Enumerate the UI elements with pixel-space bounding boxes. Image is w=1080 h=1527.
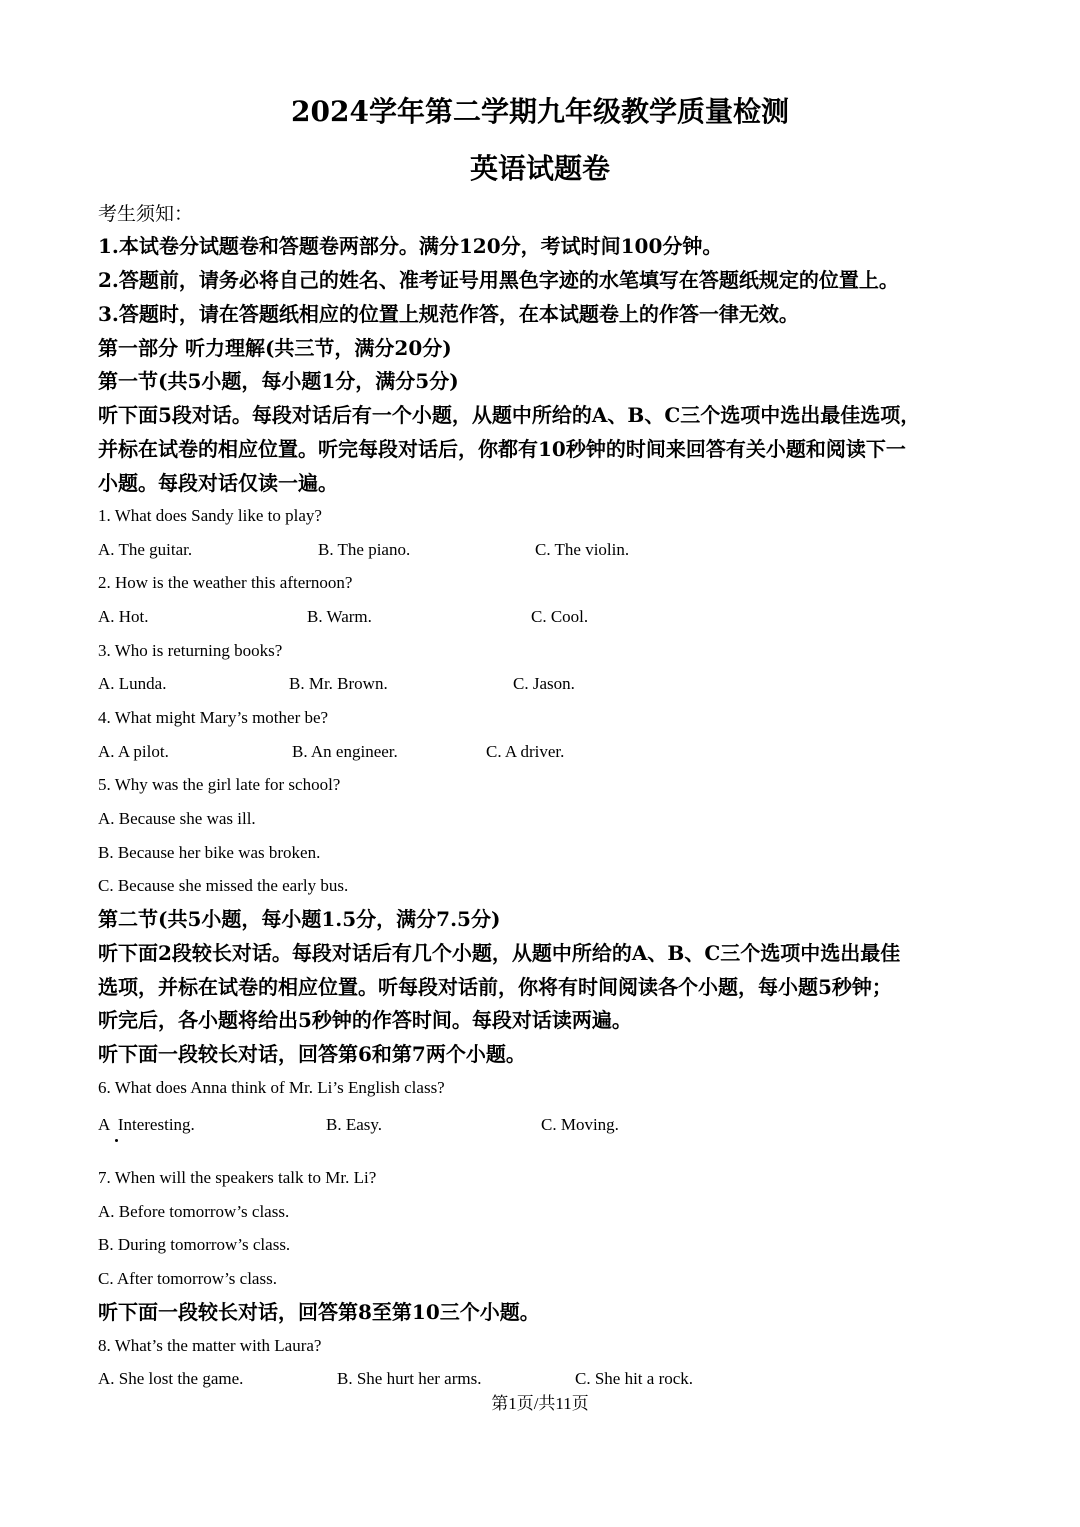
question-3-option-c: C. Jason. bbox=[513, 674, 575, 693]
question-5-stem: 5. Why was the girl late for school? bbox=[98, 775, 341, 794]
notice-heading: 考生须知： bbox=[98, 203, 194, 225]
section1-instruction-2: 并标在试卷的相应位置。听完每段对话后，你都有10秒钟的时间来回答有关小题和阅读下一 bbox=[98, 437, 906, 461]
question-1-option-c: C. The violin. bbox=[535, 540, 630, 559]
part1-heading: 第一部分 听力理解(共三节，满分20分) bbox=[98, 336, 452, 360]
question-1-option-a: A. The guitar. bbox=[98, 540, 193, 559]
section2-heading: 第二节(共5小题，每小题1.5分，满分7.5分) bbox=[98, 907, 501, 931]
question-8-option-b: B. She hurt her arms. bbox=[337, 1369, 482, 1388]
question-1-stem: 1. What does Sandy like to play? bbox=[98, 506, 322, 525]
question-1-option-b: B. The piano. bbox=[318, 540, 411, 559]
question-4-option-b: B. An engineer. bbox=[292, 742, 398, 761]
question-3-stem: 3. Who is returning books? bbox=[98, 641, 283, 660]
question-5-option-b: B. Because her bike was broken. bbox=[98, 843, 321, 862]
page-number: 第1页/共11页 bbox=[491, 1394, 589, 1413]
question-7-option-a: A. Before tomorrow’s class. bbox=[98, 1202, 290, 1221]
question-7-option-c: C. After tomorrow’s class. bbox=[98, 1269, 277, 1288]
question-4-stem: 4. What might Mary’s mother be? bbox=[98, 708, 329, 727]
question-8-option-a: A. She lost the game. bbox=[98, 1369, 244, 1388]
question-8-option-c: C. She hit a rock. bbox=[575, 1369, 694, 1388]
question-2-option-a: A. Hot. bbox=[98, 607, 149, 626]
question-7-option-b: B. During tomorrow’s class. bbox=[98, 1235, 291, 1254]
question-4-option-c: C. A driver. bbox=[486, 742, 565, 761]
question-6-stem: 6. What does Anna think of Mr. Li’s English class? bbox=[98, 1078, 445, 1097]
section1-heading: 第一节(共5小题，每小题1分，满分5分) bbox=[98, 369, 459, 393]
section2-instruction-2: 选项，并标在试卷的相应位置。听每段对话前，你将有时间阅读各个小题，每小题5秒钟； bbox=[98, 975, 892, 999]
dialog1-intro: 听下面一段较长对话，回答第6和第7两个小题。 bbox=[98, 1042, 526, 1066]
section1-instruction-3: 小题。每段对话仅读一遍。 bbox=[98, 471, 338, 495]
notice-item-2: 2.答题前，请务必将自己的姓名、准考证号用黑色字迹的水笔填写在答题纸规定的位置上。 bbox=[98, 268, 899, 292]
exam-subtitle: 英语试题卷 bbox=[469, 152, 610, 185]
question-2-option-c: C. Cool. bbox=[531, 607, 589, 626]
question-6-option-b: B. Easy. bbox=[326, 1115, 383, 1134]
question-4-option-a: A. A pilot. bbox=[98, 742, 169, 761]
section1-instruction-1: 听下面5段对话。每段对话后有一个小题，从题中所给的A、B、C三个选项中选出最佳选项， bbox=[98, 403, 921, 427]
dialog2-intro: 听下面一段较长对话，回答第8至第10三个小题。 bbox=[98, 1300, 540, 1324]
notice-item-3: 3.答题时，请在答题纸相应的位置上规范作答，在本试题卷上的作答一律无效。 bbox=[98, 302, 799, 326]
exam-title: 2024学年第二学期九年级教学质量检测 bbox=[291, 95, 789, 128]
question-3-option-b: B. Mr. Brown. bbox=[289, 674, 388, 693]
question-6-option-a: A Interesting. bbox=[98, 1115, 195, 1134]
question-8-stem: 8. What’s the matter with Laura? bbox=[98, 1336, 322, 1355]
question-3-option-a: A. Lunda. bbox=[98, 674, 167, 693]
stray-dot bbox=[115, 1139, 118, 1142]
section2-instruction-3: 听完后，各小题将给出5秒钟的作答时间。每段对话读两遍。 bbox=[98, 1008, 632, 1032]
question-6-option-c: C. Moving. bbox=[541, 1115, 619, 1134]
question-7-stem: 7. When will the speakers talk to Mr. Li? bbox=[98, 1168, 377, 1187]
question-2-stem: 2. How is the weather this afternoon? bbox=[98, 573, 353, 592]
question-5-option-a: A. Because she was ill. bbox=[98, 809, 256, 828]
notice-item-1: 1.本试卷分试题卷和答题卷两部分。满分120分，考试时间100分钟。 bbox=[98, 234, 723, 258]
section2-instruction-1: 听下面2段较长对话。每段对话后有几个小题，从题中所给的A、B、C三个选项中选出最佳 bbox=[98, 941, 901, 965]
question-5-option-c: C. Because she missed the early bus. bbox=[98, 876, 349, 895]
question-2-option-b: B. Warm. bbox=[307, 607, 372, 626]
